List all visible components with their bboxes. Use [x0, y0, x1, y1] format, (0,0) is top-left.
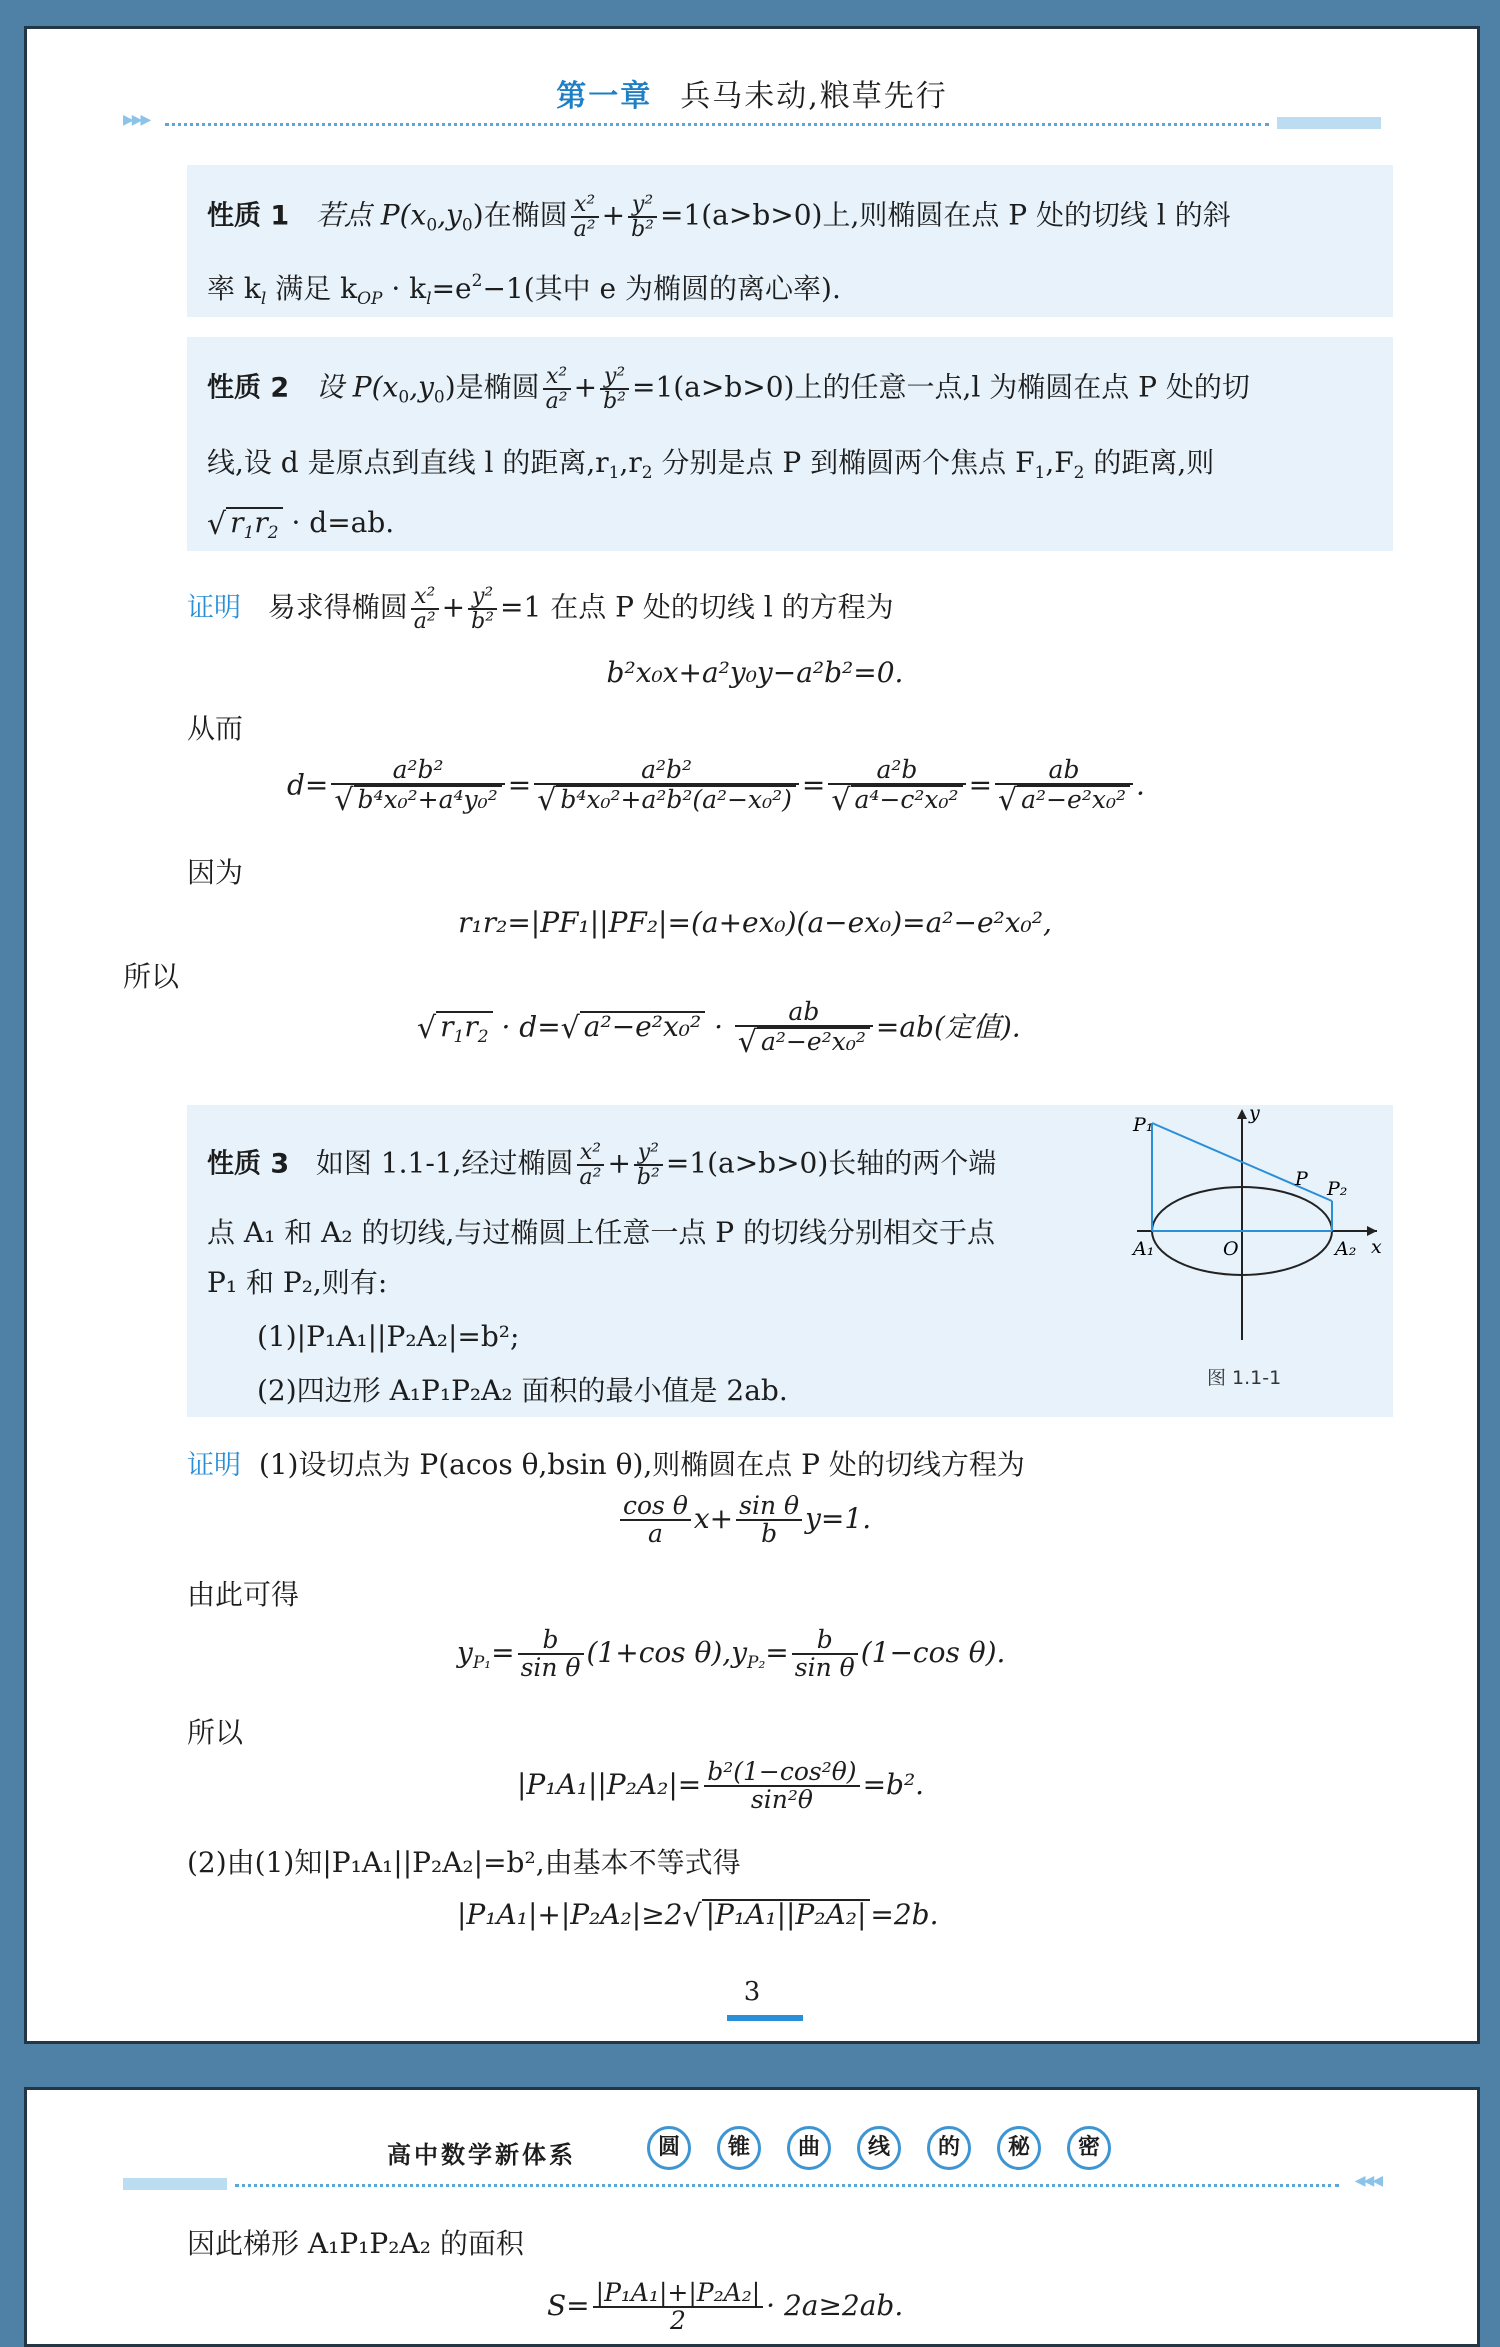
proof-2-label: 证明 — [187, 1450, 241, 1481]
property-3-line-2: 点 A₁ 和 A₂ 的切线,与过椭圆上任意一点 P 的切线分别相交于点 — [207, 1216, 996, 1249]
distance-equation: d= $\frac{\text{a²b²}}{\text{√ b⁴x₀²+a⁴y₀²}}$ = $\frac{\text{a²b²}}{\text{√ b⁴x₀²+a²b²(a²−x₀²)}}$ = $\frac{\text{a²b}}{\text{√ a⁴−c²x₀²}}$ = $\frac{ab}{\text{√ a²−e²x₀²}}$ . — [287, 755, 1145, 819]
title-circle-3: 曲 — [787, 2126, 831, 2170]
property-1-line-2: 率 $k_l$ 满足 $k_{OP} \cdot k_l=e^2-1$(其中 e 为椭圆的离心率). — [207, 271, 841, 309]
property-2-line-3: √ $r_1r_2 \cdot d=ab$. — [207, 506, 395, 543]
property-3-label: 性质 3 — [207, 1148, 290, 1180]
label-o: O — [1223, 1238, 1239, 1260]
series-title: 高中数学新体系 — [387, 2141, 576, 2169]
area-equation: S= $\frac{\text{|P₁A₁|+|P₂A₂|}}{2}$ · 2a≥2ab. — [547, 2278, 904, 2336]
tangent-equation: b²x₀x+a²y₀y−a²b²=0. — [606, 656, 904, 689]
property-3-item-2: (2)四边形 A₁P₁P₂A₂ 面积的最小值是 2ab. — [257, 1374, 788, 1407]
figure-1-1-1 — [1127, 1105, 1387, 1417]
proof-1-so: 所以 — [123, 960, 180, 993]
title-circle-7: 密 — [1067, 2126, 1111, 2170]
proof-2-intro: 证明 (1)设切点为 P(acos θ,bsin θ),则椭圆在点 P 处的切线方程为 — [187, 1448, 1025, 1481]
title-circle-1: 圆 — [647, 2126, 691, 2170]
proof-1-label: 证明 — [187, 592, 241, 624]
title-circle-2: 锥 — [717, 2126, 761, 2170]
property-3-box — [187, 1105, 1393, 1417]
proof-2-so: 所以 — [187, 1716, 244, 1749]
focal-product-equation: r₁r₂=|PF₁||PF₂|=(a+ex₀)(a−ex₀)=a²−e²x₀², — [458, 906, 1052, 939]
label-p1: P₁ — [1133, 1114, 1154, 1136]
figure-caption: 图 1.1-1 — [1207, 1367, 1282, 1389]
property-3-item-1: (1)|P₁A₁||P₂A₂|=b²; — [257, 1320, 520, 1353]
constant-equation: √ $r_1r_2 \cdot d=√$ a²−e²x₀² · $\frac{ab}{\text{√ a²−e²x₀²}}$ =ab(定值). — [417, 997, 1021, 1061]
label-a1: A₁ — [1133, 1238, 1155, 1260]
property-3-line-3: P₁ 和 P₂,则有: — [207, 1266, 388, 1299]
proof-2-part-2: (2)由(1)知|P₁A₁||P₂A₂|=b²,由基本不等式得 — [187, 1846, 741, 1879]
page-number-underline — [727, 2015, 803, 2021]
page-number: 3 — [743, 1977, 761, 2007]
title-circle-4: 线 — [857, 2126, 901, 2170]
intersection-equation: $y_{P_1}=$ $\frac{b}{\text{sin θ}}$ (1+cos $\theta),y_{P_2}=$ $\frac{b}{\text{sin θ}}$ (1−cos θ). — [457, 1625, 1006, 1683]
property-2-label: 性质 2 — [207, 372, 290, 404]
property-3-line-1: 性质 3 如图 1.1-1,经过椭圆 $\frac{\text{x²}}{\text{a²}}$ + $\frac{\text{y²}}{\text{b²}}$ =1(a>b>0)长轴的两个端 — [207, 1140, 997, 1191]
book-page-4 — [24, 2087, 1480, 2347]
property-1-label: 性质 1 — [207, 200, 290, 232]
proof-1-intro: 证明 易求得椭圆 $\frac{\text{x²}}{\text{a²}}$ + $\frac{\text{y²}}{\text{b²}}$ =1 在点 P 处的切线 l 的方程为 — [187, 584, 894, 635]
book-page-3 — [24, 26, 1480, 2044]
inequality-equation: |P₁A₁|+|P₂A₂|≥2√ |P₁A₁||P₂A₂| =2b. — [457, 1898, 939, 1934]
property-2-line-1: 性质 2 设 $P(x_0,y_0)$是椭圆 $\frac{\text{x²}}{\text{a²}}$ + $\frac{\text{y²}}{\text{b²}}$ =1(a>b>0)上的任意一点,l 为椭圆在点 P 处的切 — [207, 364, 1250, 415]
page-2-line-1: 因此梯形 A₁P₁P₂A₂ 的面积 — [187, 2227, 524, 2260]
proof-1-because: 因为 — [187, 856, 244, 889]
tangent-equation-2: $\frac{\text{cos θ}}{a}$ x+ $\frac{\text{sin θ}}{b}$ y=1. — [617, 1493, 871, 1548]
label-p: P — [1295, 1168, 1308, 1190]
property-2-box — [187, 337, 1393, 551]
label-y: y — [1249, 1105, 1260, 1124]
label-x: x — [1371, 1236, 1382, 1258]
property-1-line-1: 性质 1 若点 $P(x_0,y_0)$在椭圆 $\frac{\text{x²}}{\text{a²}}$ + $\frac{\text{y²}}{\text{b²}}$ =1(a>b>0)上,则椭圆在点 P 处的切线 l 的斜 — [207, 192, 1231, 243]
chapter-number: 第一章 — [556, 79, 653, 114]
label-p2: P₂ — [1327, 1178, 1348, 1200]
running-header — [27, 71, 1477, 115]
label-a2: A₂ — [1335, 1238, 1357, 1260]
property-2-line-2: 线,设 d 是原点到直线 l 的距离$,r_1,r_2$ 分别是点 P 到椭圆两个焦点 $F_1,F_2$ 的距离,则 — [207, 446, 1215, 483]
header-arrows-icon: ▶▶▶ — [123, 112, 150, 128]
proof-1-thus: 从而 — [187, 712, 244, 745]
ellipse-tangent-diagram — [1127, 1105, 1387, 1355]
header-arrows-icon-2: ◀◀◀ — [1354, 2173, 1381, 2189]
header-rule-2 — [123, 2173, 1381, 2190]
title-circle-6: 秘 — [997, 2126, 1041, 2170]
product-equation: |P₁A₁||P₂A₂|= $\frac{\text{b²(1−cos²θ)}}{\text{sin²θ}}$ =b². — [517, 1757, 925, 1815]
chapter-title: 兵马未动,粮草先行 — [680, 79, 948, 114]
property-1-box — [187, 165, 1393, 317]
proof-2-hence: 由此可得 — [187, 1578, 300, 1611]
header-rule — [123, 112, 1381, 129]
title-circle-5: 的 — [927, 2126, 971, 2170]
